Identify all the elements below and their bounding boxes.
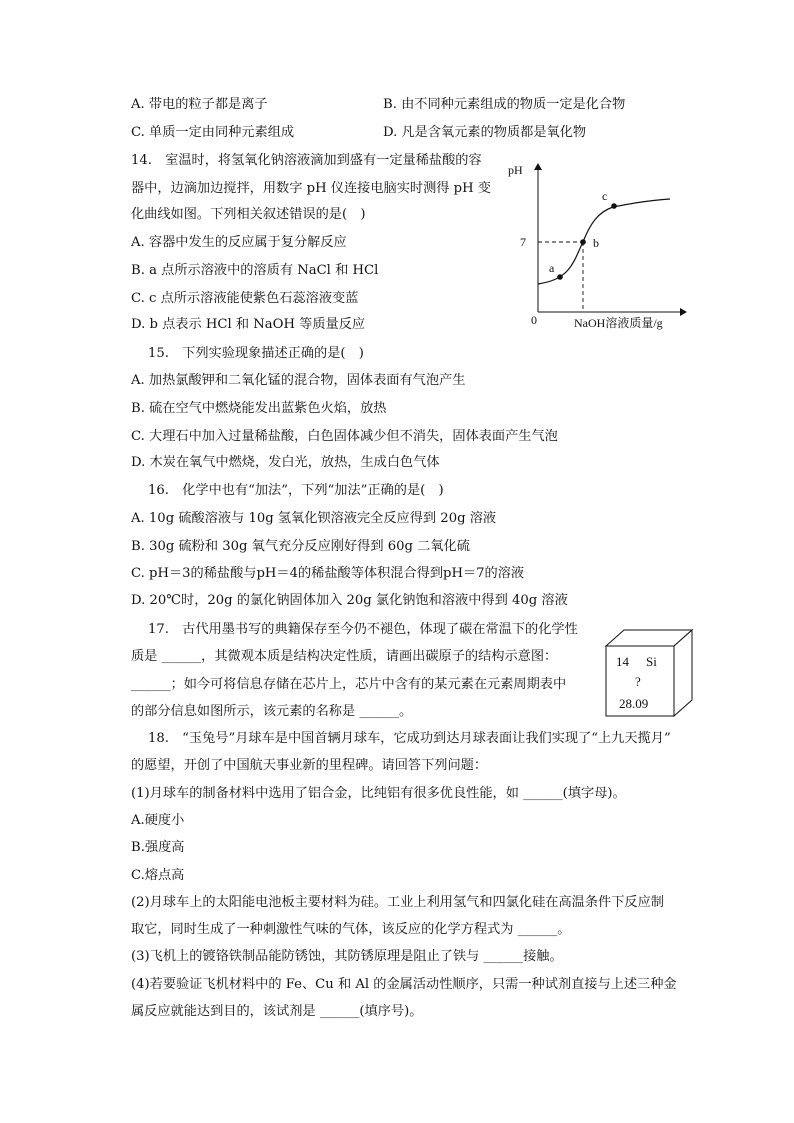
q18-line2: 的愿望，开创了中国航天事业新的里程碑。请回答下列问题： <box>131 758 488 773</box>
q14-stem-line2: 器中，边滴加边搅拌，用数字 pH 仪连接电脑实时测得 pH 变 <box>131 181 491 196</box>
point-a-label: a <box>549 261 555 275</box>
q15-option-a: A. 加热氯酸钾和二氧化锰的混合物，固体表面有气泡产生 <box>131 373 466 388</box>
q14-option-d: D. b 点表示 HCl 和 NaOH 等质量反应 <box>131 317 366 332</box>
q16-option-d: D. 20℃时，20g 的氯化钠固体加入 20g 氯化钠饱和溶液中得到 40g 溶液 <box>131 593 568 608</box>
q16-option-a: A. 10g 硫酸溶液与 10g 氢氧化钡溶液完全反应得到 20g 溶液 <box>131 511 497 526</box>
periodic-element-tile <box>600 628 696 720</box>
point-c <box>611 203 617 209</box>
q18-part1: (1)月球车的制备材料中选用了铝合金，比纯铝有很多优良性能，如 ______(填字母)。 <box>131 786 626 801</box>
q15-option-c: C. 大理石中加入过量稀盐酸，白色固体减少但不消失，固体表面产生气泡 <box>131 429 558 444</box>
q15-stem: 15. 下列实验现象描述正确的是( ) <box>148 346 364 361</box>
q18-part1-option-b: B.强度高 <box>131 840 185 855</box>
x-axis-label: NaOH溶液质量/g <box>574 316 663 330</box>
origin-label: 0 <box>531 313 537 327</box>
q17-line4: 的部分信息如图所示，该元素的名称是 ______。 <box>131 704 413 719</box>
point-b <box>580 239 586 245</box>
q14-option-b: B. a 点所示溶液中的溶质有 NaCl 和 HCl <box>131 263 379 278</box>
q13-option-a: A. 带电的粒子都是离子 <box>131 97 268 112</box>
q18-part4-line1: (4)若要验证飞机材料中的 Fe、Cu 和 Al 的金属活动性顺序，只需一种试剂直接与上述三种金 <box>131 977 677 992</box>
q14-stem-line1: 14. 室温时，将氢氧化钠溶液滴加到盛有一定量稀盐酸的容 <box>131 153 482 168</box>
q15-option-d: D. 木炭在氧气中燃烧，发白光，放热，生成白色气体 <box>131 455 440 470</box>
q18-part4-line2: 属反应就能达到目的，该试剂是 ______(填序号)。 <box>131 1004 423 1019</box>
element-symbol: Si <box>646 654 657 669</box>
q16-option-b: B. 30g 硫粉和 30g 氧气充分反应刚好得到 60g 二氧化硫 <box>131 539 470 554</box>
q18-part1-option-c: C.熔点高 <box>131 868 185 883</box>
point-a <box>557 274 563 280</box>
q13-option-c: C. 单质一定由同种元素组成 <box>131 125 295 140</box>
y-axis-label: pH <box>508 163 523 177</box>
q13-option-b: B. 由不同种元素组成的物质一定是化合物 <box>383 97 626 112</box>
q18-part2-line2: 取它，同时生成了一种刺激性气味的气体，该反应的化学方程式为 ______。 <box>131 922 571 937</box>
point-b-label: b <box>593 236 599 250</box>
q16-stem: 16. 化学中也有“加法”，下列“加法”正确的是( ) <box>148 483 444 498</box>
q18-part2-line1: (2)月球车上的太阳能电池板主要材料为硅。工业上利用氢气和四氯化硅在高温条件下反应制 <box>131 895 664 910</box>
point-c-label: c <box>602 189 608 203</box>
ph-curve-chart <box>498 152 688 337</box>
q14-option-c: C. c 点所示溶液能使紫色石蕊溶液变蓝 <box>131 291 359 306</box>
q14-stem-line3: 化曲线如图。下列相关叙述错误的是( ) <box>131 207 366 222</box>
q18-part1-option-a: A.硬度小 <box>131 813 185 828</box>
q17-line1: 17. 古代用墨书写的典籍保存至今仍不褪色，体现了碳在常温下的化学性 <box>148 622 578 637</box>
q18-line1: 18. “玉兔号”月球车是中国首辆月球车，它成功到达月球表面让我们实现了“上九天揽月” <box>148 731 671 746</box>
q18-part3: (3)飞机上的镀铬铁制品能防锈蚀，其防锈原理是阻止了铁与 ______接触。 <box>131 949 563 964</box>
atomic-number: 14 <box>616 654 629 669</box>
q14-option-a: A. 容器中发生的反应属于复分解反应 <box>131 235 347 250</box>
q17-line3: ______；如今可将信息存储在芯片上，芯片中含有的某元素在元素周期表中 <box>131 677 567 692</box>
ph-curve <box>538 199 670 284</box>
q13-option-d: D. 凡是含氧元素的物质都是氧化物 <box>383 125 587 140</box>
element-name: ? <box>635 674 641 689</box>
y-tick-7: 7 <box>520 235 526 249</box>
q15-option-b: B. 硫在空气中燃烧能发出蓝紫色火焰，放热 <box>131 401 387 416</box>
atomic-mass: 28.09 <box>619 696 649 711</box>
q17-line2: 质是 ______，其微观本质是结构决定性质，请画出碳原子的结构示意图： <box>131 649 558 664</box>
q16-option-c: C. pH＝3的稀盐酸与pH＝4的稀盐酸等体积混合得到pH＝7的溶液 <box>131 566 525 581</box>
